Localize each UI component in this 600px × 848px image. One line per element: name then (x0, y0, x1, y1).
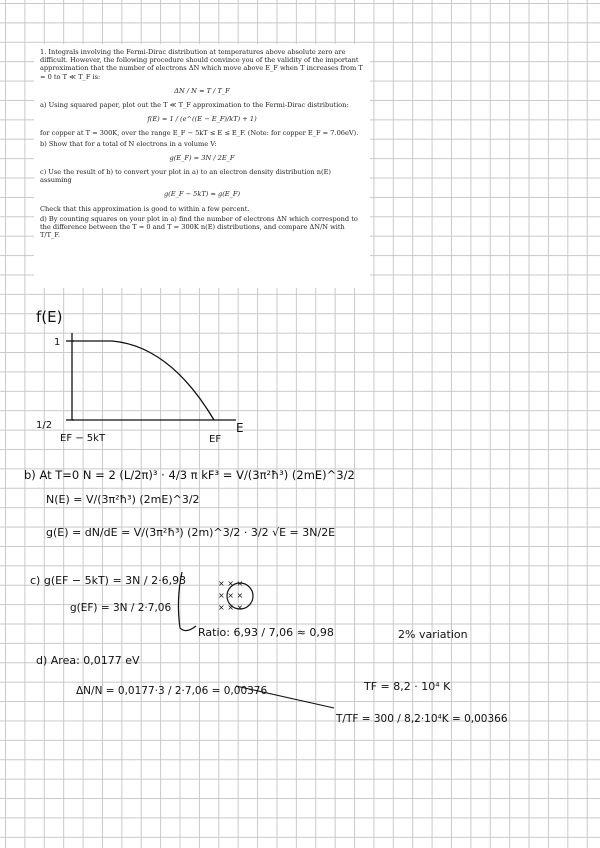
equation-delta-n: ΔN / N ≃ T / T_F (174, 86, 230, 95)
lattice-sketch-marks: × × × (218, 579, 244, 588)
equation-density-of-states: g(E_F) = 3N / 2E_F (169, 153, 235, 162)
note-b-line2: N(E) = V/(3π²ħ³) (2mE)^3/2 (46, 493, 200, 506)
d-connector-line (236, 686, 334, 708)
note-c-ratio: Ratio: 6,93 / 7,06 ≈ 0,98 (198, 626, 334, 639)
equation-approximation: g(E_F − 5kT) ≃ g(E_F) (163, 190, 241, 199)
note-d-delta-n: ΔN/N = 0,0177·3 / 2·7,06 = 0,00376 (76, 685, 268, 697)
part-d-text: d) By counting squares on your plot in a) find the number of electrons ΔN which correspond to the difference between the T = 0 and T = 300K n(E) distributions, and compare ΔN/N with T/T_F. (40, 214, 358, 240)
graph-x-right-label: EF (209, 434, 222, 445)
graph-tick-half-label: 1/2 (36, 420, 53, 431)
note-b-line1: b) At T=0 N = 2 (L/2π)³ · 4/3 π kF³ = V/(3π²ħ³) (2mE)^3/2 (24, 468, 355, 482)
graph-curve (72, 341, 214, 420)
lattice-sketch-marks-row3: × × × (218, 603, 244, 612)
note-c-line2: g(EF) = 3N / 2·7,06 (70, 602, 172, 614)
part-a-range-text: for copper at T = 300K, over the range E_F − 5kT ≤ E ≤ E_F. (Note: for copper E_F = 7.06eV). (40, 129, 359, 138)
note-b-line3: g(E) = dN/dE = V/(3π²ħ³) (2m)^3/2 · 3/2 √E = 3N/2E (46, 526, 336, 539)
graph-x-left-label: EF − 5kT (60, 433, 106, 444)
part-b-text: b) Show that for a total of N electrons in a volume V: (40, 139, 217, 148)
note-c-line1: c) g(EF − 5kT) = 3N / 2·6,93 (30, 574, 187, 587)
lattice-sketch-marks-row2: × × × (218, 591, 244, 600)
problem-intro: 1. Integrals involving the Fermi-Dirac distribution at temperatures above absolute zero are difficult. However, the following procedure should convince you of the validity of the important approximation that the number of electrons ΔN which move above E_F when T increases from T = 0 to T ≪ T_F is: (40, 48, 363, 81)
fermi-dirac-graph (66, 333, 236, 420)
graph-ylabel: f(E) (36, 308, 63, 326)
graph-xlabel: E (236, 421, 244, 435)
note-d-tf: TF = 8,2 · 10⁴ K (364, 680, 451, 693)
part-a-text: a) Using squared paper, plot out the T ≪ T_F approximation to the Fermi-Dirac distribution: (40, 101, 349, 110)
note-c-variation: 2% variation (398, 628, 468, 641)
note-d-area: d) Area: 0,0177 eV (36, 654, 140, 667)
graph-tick-1-label: 1 (54, 337, 61, 348)
part-c-check-text: Check that this approximation is good to within a few percent. (40, 204, 250, 213)
note-d-ratio: T/TF = 300 / 8,2·10⁴K = 0,00366 (336, 713, 508, 725)
part-c-text: c) Use the result of b) to convert your plot in a) to an electron density distribution n(E) assuming (40, 168, 331, 185)
equation-fermi-dirac: f(E) = 1 / (e^((E − E_F)/kT) + 1) (147, 115, 257, 124)
